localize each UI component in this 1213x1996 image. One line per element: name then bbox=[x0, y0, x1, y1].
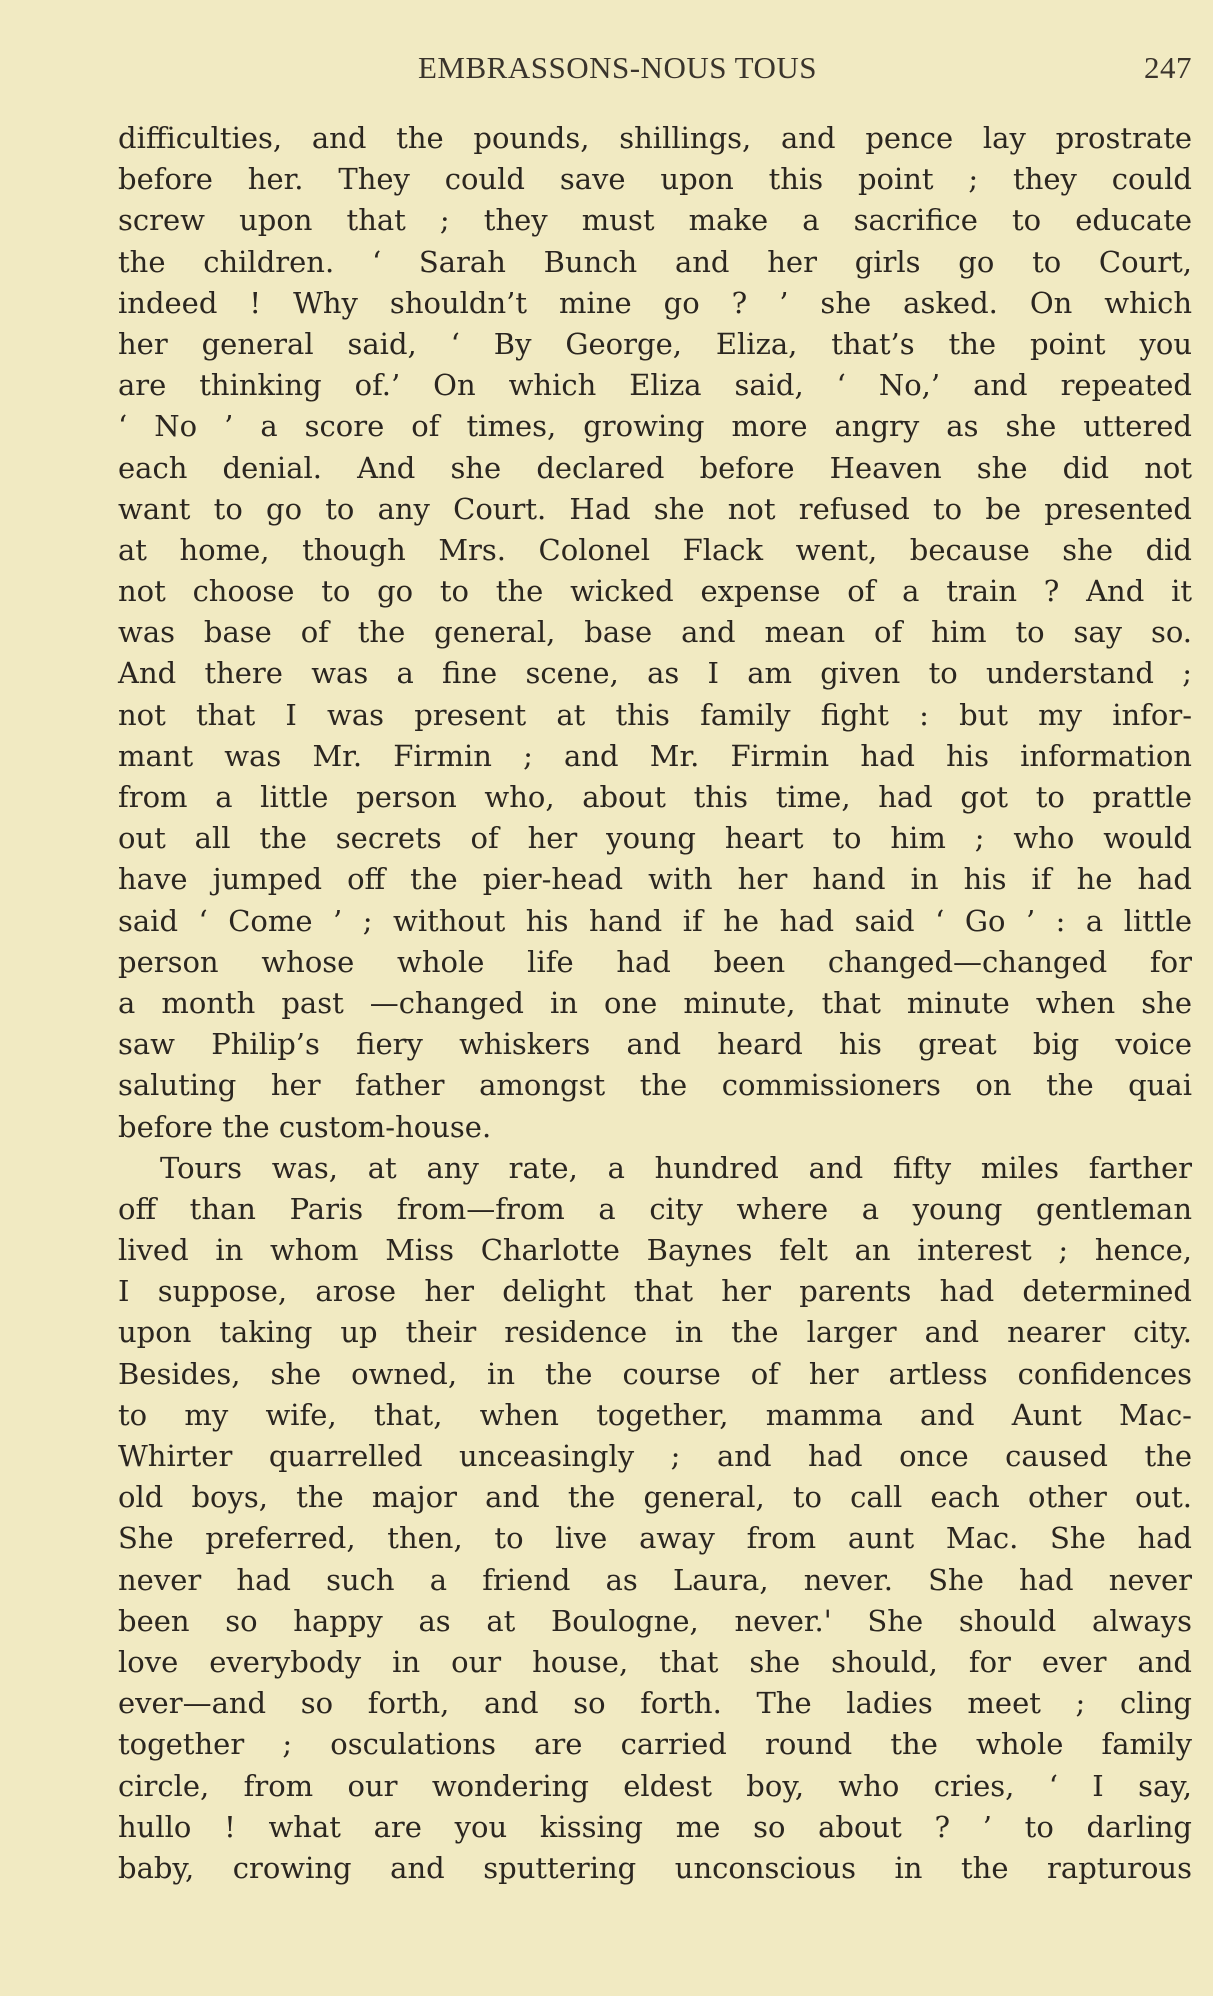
running-title: EMBRASSONS-NOUS TOUS bbox=[418, 50, 818, 85]
text-line: off than Paris from—from a city where a young gentleman bbox=[118, 1191, 1192, 1226]
text-line: to my wife, that, when together, mamma and Aunt Mac- bbox=[118, 1397, 1192, 1432]
paragraph-last-line: before the custom-house. bbox=[118, 1109, 492, 1144]
text-line: difficulties, and the pounds, shillings, and pence lay prostrate bbox=[118, 121, 1192, 155]
text-line: never had such a friend as Laura, never. She had never bbox=[118, 1562, 1192, 1597]
text-line: are thinking of.’ On which Eliza said, ‘ No,’ and repeated bbox=[118, 368, 1192, 403]
text-line: been so happy as at Boulogne, never.' She should always bbox=[118, 1603, 1192, 1638]
text-line: each denial. And she declared before Heaven she did not bbox=[118, 450, 1192, 485]
page-number: 247 bbox=[1144, 50, 1192, 85]
text-line: have jumped off the pier-head with her hand in his if he had bbox=[118, 862, 1192, 897]
text-line: love everybody in our house, that she should, for ever and bbox=[118, 1644, 1192, 1679]
text-line: out all the secrets of her young heart to him ; who would bbox=[118, 821, 1192, 856]
text-line: person whose whole life had been changed—changed for bbox=[118, 944, 1192, 979]
text-line: saluting her father amongst the commissioners on the quai bbox=[118, 1068, 1192, 1103]
text-line: the children. ‘ Sarah Bunch and her girls go to Court, bbox=[118, 244, 1192, 279]
running-head bbox=[118, 44, 1192, 92]
text-line: at home, though Mrs. Colonel Flack went, because she did bbox=[118, 532, 1192, 567]
text-line: baby, crowing and sputtering unconscious in the rapturous bbox=[118, 1850, 1192, 1885]
body-text bbox=[118, 118, 1192, 1889]
text-line: Whirter quarrelled unceasingly ; and had once caused the bbox=[118, 1439, 1192, 1473]
text-line: a month past —changed in one minute, that minute when she bbox=[118, 985, 1192, 1020]
text-line: from a little person who, about this time, had got to prattle bbox=[118, 780, 1192, 814]
text-line: before her. They could save upon this point ; they could bbox=[118, 162, 1192, 197]
text-line: was base of the general, base and mean of him to say so. bbox=[118, 615, 1192, 650]
text-line: mant was Mr. Firmin ; and Mr. Firmin had his information bbox=[118, 738, 1192, 773]
text-line: ‘ No ’ a score of times, growing more angry as she uttered bbox=[118, 409, 1192, 444]
text-line: upon taking up their residence in the larger and nearer city. bbox=[118, 1315, 1192, 1350]
text-line: her general said, ‘ By George, Eliza, that’s the point you bbox=[118, 326, 1192, 361]
text-line: And there was a fine scene, as I am given to understand ; bbox=[118, 656, 1192, 691]
text-line: want to go to any Court. Had she not refused to be presented bbox=[118, 491, 1192, 526]
text-line: I suppose, arose her delight that her parents had determined bbox=[118, 1274, 1192, 1309]
text-line: ever—and so forth, and so forth. The ladies meet ; cling bbox=[118, 1686, 1192, 1721]
text-line: said ‘ Come ’ ; without his hand if he had said ‘ Go ’ : a little bbox=[118, 903, 1192, 938]
text-line: together ; osculations are carried round the whole family bbox=[118, 1727, 1192, 1762]
text-line: not choose to go to the wicked expense of a train ? And it bbox=[118, 574, 1192, 609]
text-line: circle, from our wondering eldest boy, who cries, ‘ I say, bbox=[118, 1768, 1192, 1803]
text-line: old boys, the major and the general, to call each other out. bbox=[118, 1480, 1192, 1515]
text-line: not that I was present at this family fight : but my infor- bbox=[118, 697, 1192, 732]
paragraph-first-line: Tours was, at any rate, a hundred and fifty miles farther bbox=[160, 1150, 1192, 1185]
text-line: screw upon that ; they must make a sacrifice to educate bbox=[118, 203, 1192, 238]
text-line: She preferred, then, to live away from aunt Mac. She had bbox=[118, 1521, 1192, 1556]
text-line: Besides, she owned, in the course of her artless confidences bbox=[118, 1356, 1192, 1391]
text-line: hullo ! what are you kissing me so about ? ’ to darling bbox=[118, 1809, 1192, 1844]
text-line: saw Philip’s fiery whiskers and heard his great big voice bbox=[118, 1027, 1192, 1062]
text-line: lived in whom Miss Charlotte Baynes felt an interest ; hence, bbox=[118, 1233, 1192, 1268]
text-line: indeed ! Why shouldn’t mine go ? ’ she asked. On which bbox=[118, 285, 1192, 320]
